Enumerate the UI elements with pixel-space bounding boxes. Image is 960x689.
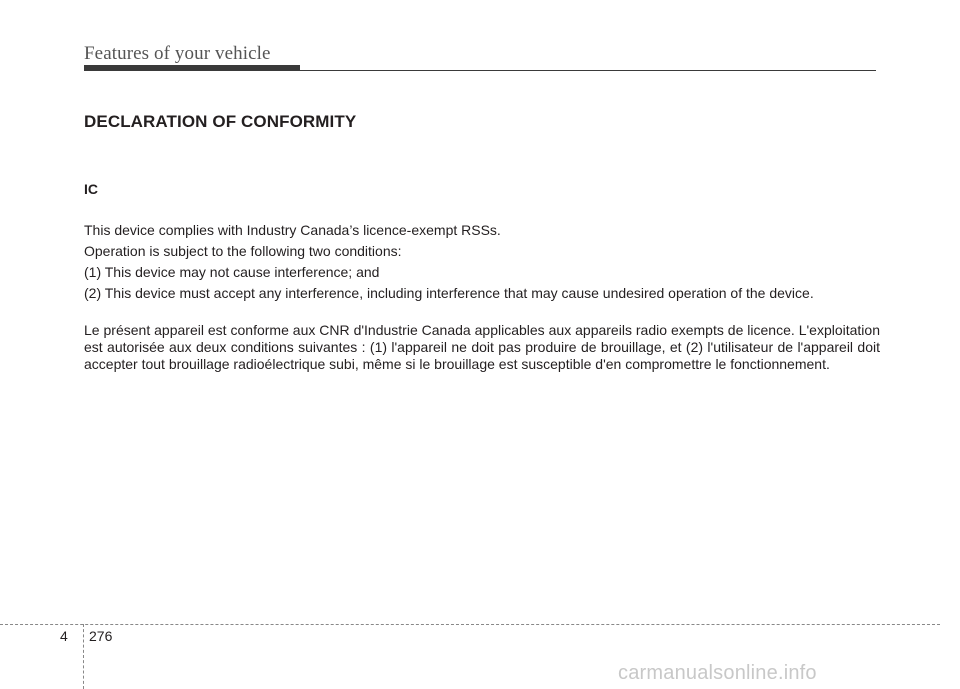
english-line-3: (1) This device may not cause interference; and	[84, 264, 380, 280]
footer-vertical-rule	[83, 624, 84, 689]
page-number: 276	[89, 628, 113, 644]
english-line-1: This device complies with Industry Canada’s licence-exempt RSSs.	[84, 222, 501, 238]
header-rule-thick	[84, 65, 300, 71]
subsection-title: IC	[84, 181, 98, 197]
header-title: Features of your vehicle	[84, 43, 271, 64]
watermark: carmanualsonline.info	[618, 662, 817, 684]
section-title: DECLARATION OF CONFORMITY	[84, 112, 357, 131]
french-paragraph: Le présent appareil est conforme aux CNR d'Industrie Canada applicables aux appareils radio exempts de licence. L'exploitation est autorisée aux deux conditions suivantes : (1) l'appareil ne doit pas produire de brouillage, et (2) l'utilisateur de l'appareil doit accepter tout brouillage radioélectrique subi, même si le brouillage est susceptible d'en compromettre le fonctionnement.	[84, 322, 880, 372]
footer-rule	[0, 624, 940, 625]
english-line-2: Operation is subject to the following two conditions:	[84, 243, 402, 259]
english-line-4: (2) This device must accept any interference, including interference that may cause undesired operation of the device.	[84, 285, 814, 301]
chapter-number: 4	[60, 628, 68, 644]
header-rule-thin	[300, 70, 876, 71]
